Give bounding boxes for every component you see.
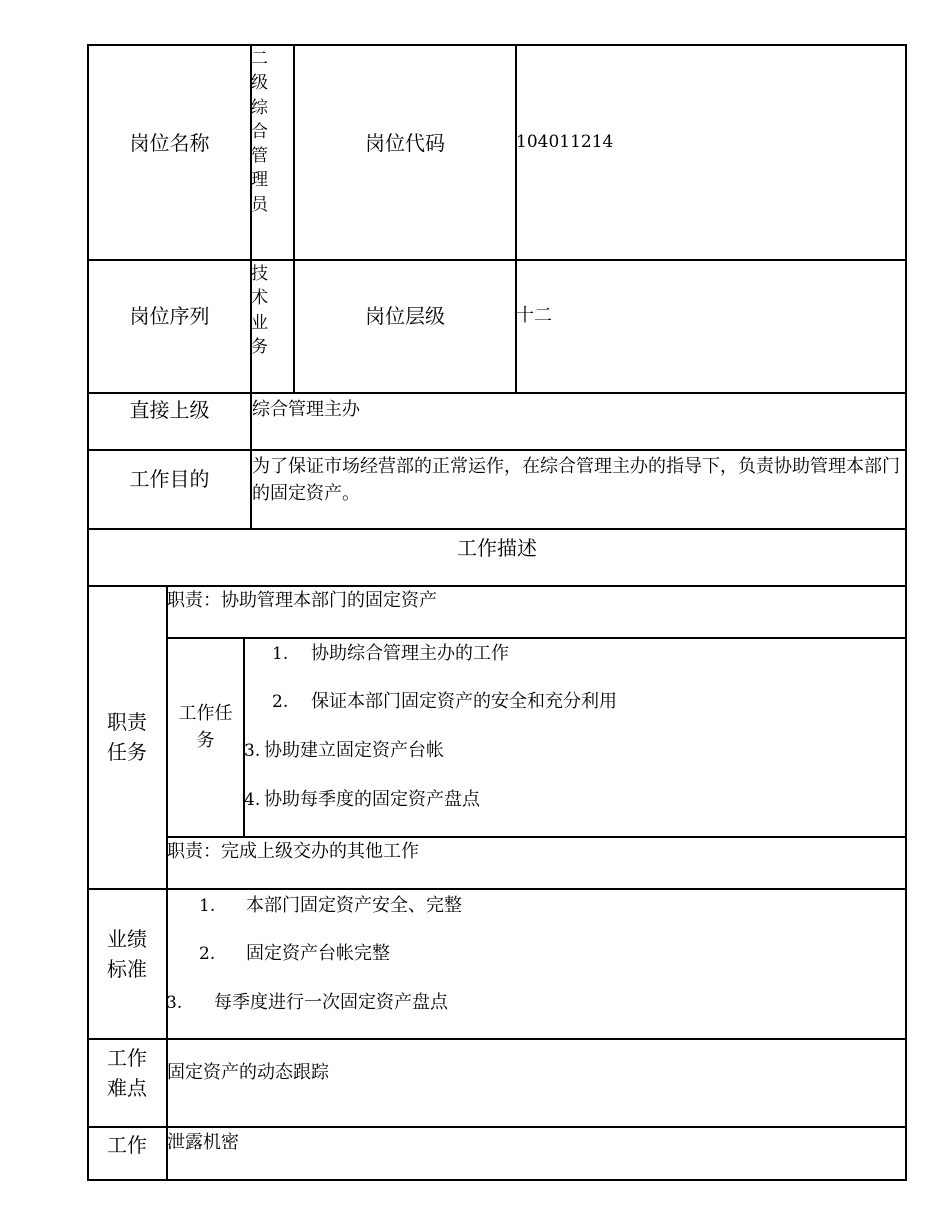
purpose-value: 为了保证市场经营部的正常运作，在综合管理主办的指导下，负责协助管理本部门的固定资产。 [252,456,900,504]
duties-section-label: 职责任务 [107,710,147,764]
rule [87,888,907,890]
task-number: 4. [244,790,261,810]
post-series-value: 技术业务 [251,264,268,357]
risk-value: 泄露机密 [167,1132,239,1153]
post-name-value: 二级综合管理员 [251,49,268,215]
difficulty-label: 工作难点 [107,1046,147,1100]
performance-number: 1. [199,896,216,916]
task-label: 工作任务 [178,703,233,751]
performance-label: 业绩标准 [107,927,147,981]
performance-number: 3. [166,993,183,1013]
post-series-label: 岗位序列 [129,304,210,328]
rule [87,1179,907,1181]
supervisor-value: 综合管理主办 [252,399,360,420]
post-level-label: 岗位层级 [365,304,445,328]
rule [515,44,517,394]
task-number: 2. [272,692,289,712]
task-item: 协助建立固定资产台帐 [264,740,444,761]
rule [87,585,907,587]
work-description-title: 工作描述 [457,536,537,560]
task-item: 协助每季度的固定资产盘点 [264,789,480,810]
post-level-value: 十二 [516,305,552,326]
supervisor-label: 直接上级 [129,398,210,422]
performance-number: 2. [199,944,216,964]
rule [87,1126,907,1128]
rule [166,836,907,838]
purpose-label: 工作目的 [129,467,210,491]
task-number: 1. [272,644,289,664]
rule [166,637,907,639]
difficulty-value: 固定资产的动态跟踪 [167,1062,329,1083]
task-number: 3. [244,741,261,761]
post-code-value: 104011214 [516,132,614,152]
performance-item: 本部门固定资产安全、完整 [246,895,462,916]
duty-item: 职责：完成上级交办的其他工作 [167,841,419,862]
rule [905,44,907,1181]
rule [87,1038,907,1040]
task-item: 保证本部门固定资产的安全和充分利用 [311,691,617,712]
task-item: 协助综合管理主办的工作 [311,643,509,664]
duty-item: 职责：协助管理本部门的固定资产 [167,590,437,611]
post-name-label: 岗位名称 [129,130,210,155]
performance-item: 每季度进行一次固定资产盘点 [214,992,448,1013]
risk-label: 工作 [107,1133,147,1157]
performance-item: 固定资产台帐完整 [246,943,390,964]
post-code-label: 岗位代码 [365,130,445,155]
